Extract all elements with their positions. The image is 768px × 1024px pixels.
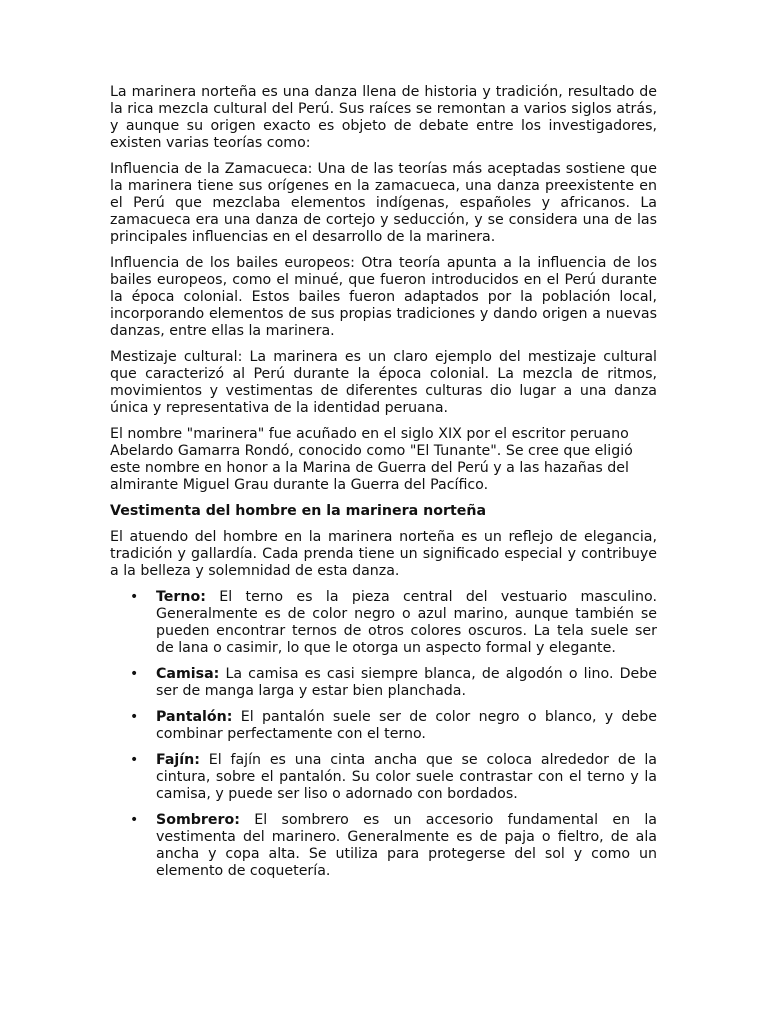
zamacueca-paragraph: Influencia de la Zamacueca: Una de las teorías más aceptadas sostiene que la marinera tiene sus orígenes en la zamacueca, una danza preexistente en el Perú que mezclaba elementos indígenas, españoles y africanos. La zamacueca era una danza de cortejo y seducción, y se considera una de las principales influencias en el desarrollo de la marinera. bbox=[110, 161, 657, 245]
list-item-camisa bbox=[110, 666, 657, 700]
item-term: Camisa: bbox=[156, 666, 220, 682]
bullet-icon: • bbox=[130, 709, 139, 725]
item-term: Pantalón: bbox=[156, 709, 233, 725]
item-term: Sombrero: bbox=[156, 812, 240, 828]
section-heading: Vestimenta del hombre en la marinera norteña bbox=[110, 503, 487, 519]
bullet-icon: • bbox=[130, 752, 139, 768]
item-text: El fajín es una cinta ancha que se coloca alrededor de la cintura, sobre el pantalón. Su color suele contrastar con el terno y la camisa, y puede ser liso o adornado con bordados. bbox=[156, 752, 657, 802]
list-item-fajin bbox=[110, 752, 657, 803]
item-term: Fajín: bbox=[156, 752, 200, 768]
intro-paragraph: La marinera norteña es una danza llena de historia y tradición, resultado de la rica mezcla cultural del Perú. Sus raíces se remontan a varios siglos atrás, y aunque su origen exacto es objeto de debate entre los investigadores, existen varias teorías como: bbox=[110, 84, 657, 151]
item-text: El terno es la pieza central del vestuario masculino. Generalmente es de color negro o azul marino, aunque también se pueden encontrar ternos de otros colores oscuros. La tela suele ser de lana o casimir, lo que le otorga un aspecto formal y elegante. bbox=[156, 589, 657, 656]
garment-list bbox=[110, 589, 657, 880]
european-dances-paragraph: Influencia de los bailes europeos: Otra teoría apunta a la influencia de los bailes europeos, como el minué, que fueron introducidos en el Perú durante la época colonial. Estos bailes fueron adaptados por la población local, incorporando elementos de sus propias tradiciones y dando origen a nuevas danzas, entre ellas la marinera. bbox=[110, 255, 657, 339]
item-term: Terno: bbox=[156, 589, 206, 605]
section-intro-paragraph: El atuendo del hombre en la marinera norteña es un reflejo de elegancia, tradición y gallardía. Cada prenda tiene un significado especial y contribuye a la belleza y solemnidad de esta danza. bbox=[110, 529, 657, 579]
list-item-pantalon bbox=[110, 709, 657, 743]
item-text: El pantalón suele ser de color negro o blanco, y debe combinar perfectamente con el terno. bbox=[156, 709, 657, 742]
list-item-terno bbox=[110, 589, 657, 657]
bullet-icon: • bbox=[130, 812, 139, 828]
name-origin-paragraph: El nombre "marinera" fue acuñado en el siglo XIX por el escritor peruano Abelardo Gamarra Rondó, conocido como "El Tunante". Se cree que eligió este nombre en honor a la Marina de Guerra del Perú y a las hazañas del almirante Miguel Grau durante la Guerra del Pacífico. bbox=[110, 426, 633, 493]
bullet-icon: • bbox=[130, 666, 139, 682]
document-page bbox=[110, 84, 657, 889]
item-text: El sombrero es un accesorio fundamental en la vestimenta del marinero. Generalmente es de paja o fieltro, de ala ancha y copa alta. Se utiliza para protegerse del sol y como un elemento de coquetería. bbox=[156, 812, 657, 879]
mestizaje-paragraph: Mestizaje cultural: La marinera es un claro ejemplo del mestizaje cultural que caracterizó al Perú durante la época colonial. La mezcla de ritmos, movimientos y vestimentas de diferentes culturas dio lugar a una danza única y representativa de la identidad peruana. bbox=[110, 349, 657, 416]
bullet-icon: • bbox=[130, 589, 139, 605]
list-item-sombrero bbox=[110, 812, 657, 880]
item-text: La camisa es casi siempre blanca, de algodón o lino. Debe ser de manga larga y estar bien planchada. bbox=[156, 666, 657, 699]
